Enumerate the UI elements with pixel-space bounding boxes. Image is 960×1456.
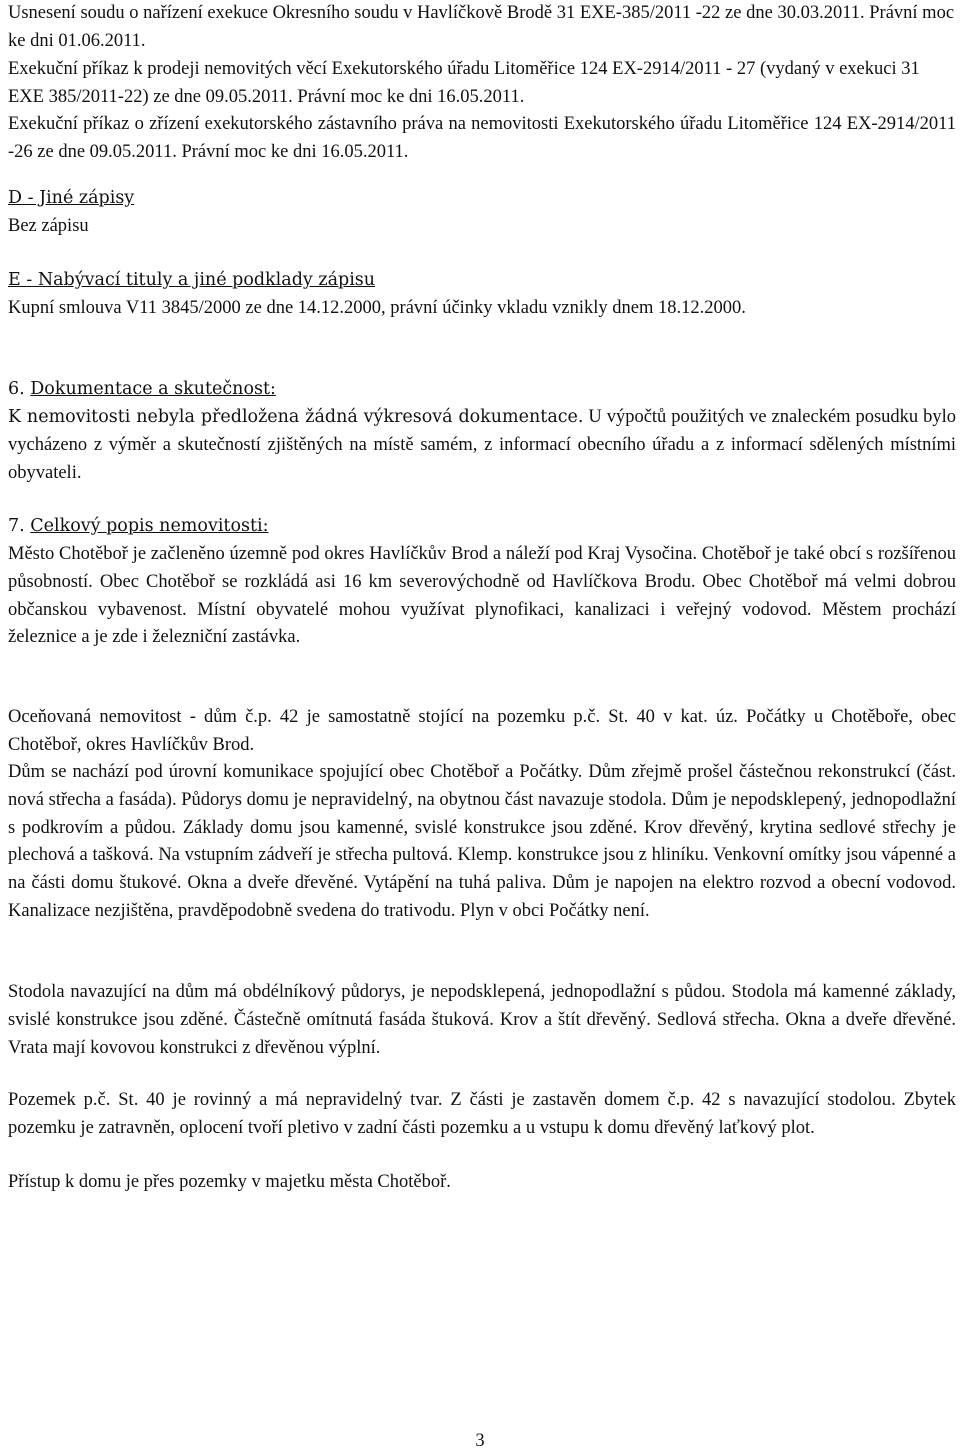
section-d-text: Bez zápisu xyxy=(8,216,89,236)
section-6-first-line: K nemovitosti nebyla předložena žádná výkresová dokumentace. xyxy=(8,407,584,427)
property-access: Přístup k domu je přes pozemky v majetku města Chotěboř. xyxy=(8,1172,451,1192)
section-e-text: Kupní smlouva V11 3845/2000 ze dne 14.12.2000, právní účinky vkladu vznikly dnem 18.12.2000. xyxy=(8,298,746,318)
section-7-paragraph: Město Chotěboř je začleněno územně pod okres Havlíčkův Brod a náleží pod Kraj Vysočina. Chotěboř je také obcí s rozšířenou působností. Obec Chotěboř se rozkládá asi 16 km severovýchodně od Havlíčkova Brodu. Obec Chotěboř má velmi dobrou občanskou vybavenost. Místní obyvatelé mohou využívat plynofikaci, kanalizaci i veřejný vodovod. Městem prochází železnice a je zde i železniční zastávka. xyxy=(8,544,956,648)
entry-sale-order: Exekuční příkaz k prodeji nemovitých věcí Exekutorského úřadu Litoměřice 124 EX-2914/2011 - 27 (vydaný v exekuci 31 EXE 385/2011-22) ze dne 09.05.2011. Právní moc ke dni 16.05.2011. xyxy=(8,59,920,107)
section-6-text xyxy=(8,404,956,487)
section-e-heading: E - Nabývací tituly a jiné podklady zápisu xyxy=(8,270,376,290)
section-7-number: 7. xyxy=(8,516,25,536)
section-7-heading xyxy=(8,513,956,541)
section-6-title: Dokumentace a skutečnost: xyxy=(30,379,276,399)
entry-resolution: Usnesení soudu o nařízení exekuce Okresního soudu v Havlíčkově Brodě 31 EXE-385/2011 -22 ze dne 30.03.2011. Právní moc ke dni 01.06.2011. xyxy=(8,3,955,51)
property-intro: Oceňovaná nemovitost - dům č.p. 42 je samostatně stojící na pozemku p.č. St. 40 v kat. úz. Počátky u Chotěboře, obec Chotěboř, okres Havlíčkův Brod. xyxy=(8,707,956,755)
section-7-title: Celkový popis nemovitosti: xyxy=(30,516,269,536)
section-6-rest: U výpočtů použitých ve znaleckém posudku bylo vycházeno z výměr a skutečností zjištěných na místě samém, z informací obecního úřadu a z informací sdělených místními obyvateli. xyxy=(8,407,957,483)
section-6-number: 6. xyxy=(8,379,25,399)
entry-lien-order: Exekuční příkaz o zřízení exekutorského zástavního práva na nemovitosti Exekutorského úřadu Litoměřice 124 EX-2914/2011 -26 ze dne 09.05.2011. Právní moc ke dni 16.05.2011. xyxy=(8,114,956,162)
property-barn-description: Stodola navazující na dům má obdélníkový půdorys, je nepodsklepená, jednopodlažní s půdou. Stodola má kamenné základy, svislé konstrukce jsou zděné. Částečně omítnutá fasáda štuková. Krov a štít dřevěný. Sedlová střecha. Okna a dveře dřevěné. Vrata mají kovovou konstrukci z dřevěnou výplní. xyxy=(8,982,956,1058)
page-number: 3 xyxy=(475,1431,485,1451)
property-land-description: Pozemek p.č. St. 40 je rovinný a má nepravidelný tvar. Z části je zastavěn domem č.p. 42 s navazující stodolou. Zbytek pozemku je zatravněn, oplocení tvoří pletivo v zadní části pozemku a u vstupu k domu dřevěný laťkový plot. xyxy=(8,1090,956,1138)
section-d-heading: D - Jiné zápisy xyxy=(8,188,135,208)
property-house-description: Dům se nachází pod úrovní komunikace spojující obec Chotěboř a Počátky. Dům zřejmě prošel částečnou rekonstrukcí (část. nová střecha a fasáda). Půdorys domu je nepravidelný, na obytnou část navazuje stodola. Dům je nepodsklepený, jednopodlažní s podkrovím a půdou. Základy domu jsou kamenné, svislé konstrukce jsou zděné. Krov dřevěný, krytina sedlové střechy je plechová a tašková. Na vstupním zádveří je střecha pultová. Klemp. konstrukce jsou z hliníku. Venkovní omítky jsou vápenné a na části domu štukové. Okna a dveře dřevěné. Vytápění na tuhá paliva. Dům je napojen na elektro rozvod a obecní vodovod. Kanalizace nezjištěna, pravděpodobně svedena do trativodu. Plyn v obci Počátky není. xyxy=(8,762,956,921)
section-6-heading xyxy=(8,376,956,404)
